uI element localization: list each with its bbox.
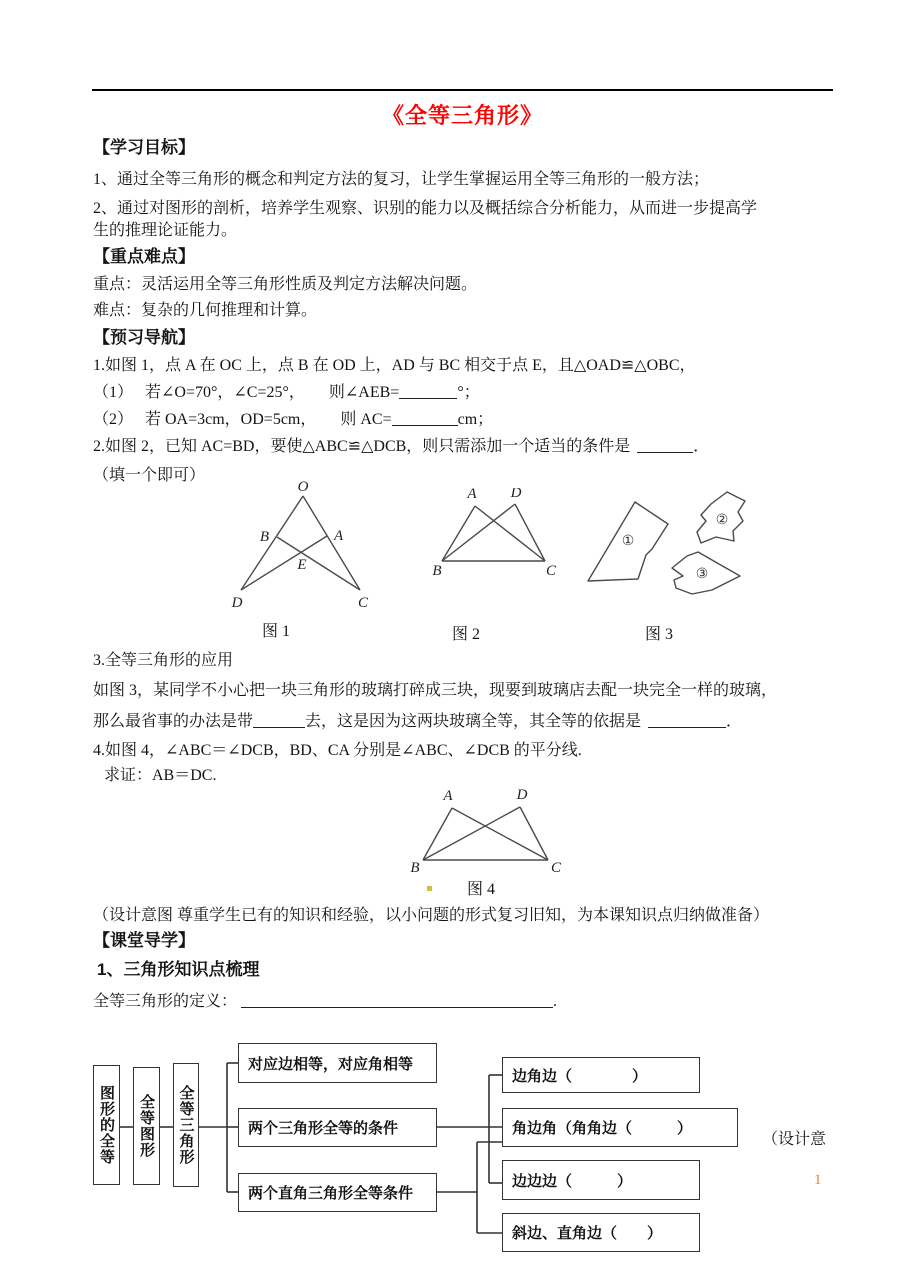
page-title: 《全等三角形》 — [381, 103, 543, 128]
key-point: 重点：灵活运用全等三角形性质及判定方法解决问题。 — [93, 276, 478, 293]
study-goal-1: 1、通过全等三角形的概念和判定方法的复习，让学生掌握运用全等三角形的一般方法； — [93, 171, 710, 188]
figure3-label-piece2: ② — [715, 513, 729, 528]
question3-line2-pre: 那么最省事的办法是带 — [93, 713, 254, 730]
figure1-label-E: E — [297, 557, 307, 573]
figure1-label-D: D — [231, 595, 243, 611]
figure1-label-C: C — [357, 595, 369, 611]
figure2-label-C: C — [545, 563, 557, 579]
flowchart-node-sss: 边边边（ ） — [502, 1160, 700, 1200]
question1-intro: 1.如图 1，点 A 在 OC 上，点 B 在 OD 上，AD 与 BC 相交于点 E，且△OAD≌△OBC， — [93, 357, 696, 374]
design-note: （设计意图 尊重学生已有的知识和经验，以小问题的形式复习旧知，为本课知识点归纳做准备） — [93, 907, 770, 924]
question4-line: 4.如图 4，∠ABC＝∠DCB，BD、CA 分别是∠ABC、∠DCB 的平分线. — [93, 742, 582, 759]
question2-pre: 2.如图 2，已知 AC=BD，要使△ABC≌△DCB，则只需添加一个适当的条件是 — [93, 438, 631, 455]
definition-post: . — [553, 993, 558, 1010]
question3-line2-post: ． — [726, 713, 743, 730]
figure4-label-C: C — [550, 860, 562, 876]
question1-sub2-pre: （2） 若 OA=3cm，OD=5cm， 则 AC= — [93, 411, 392, 428]
figure4-label-A: A — [443, 788, 453, 804]
figure2-caption: 图 2 — [452, 626, 481, 643]
question3-line2 — [93, 712, 742, 732]
answer-blank-basis — [648, 712, 726, 728]
flowchart-node-figure-congruence: 图形的全等 — [93, 1065, 120, 1185]
question1-sub1-post: °； — [457, 384, 480, 401]
knowledge-outline-header: 1、三角形知识点梳理 — [97, 960, 260, 979]
section-preview-header: 【预习导航】 — [93, 328, 195, 347]
answer-blank-aeb — [399, 383, 457, 399]
question1-sub1-pre: （1） 若∠O=70°，∠C=25°， 则∠AEB= — [93, 384, 400, 401]
question3-header: 3.全等三角形的应用 — [93, 652, 234, 669]
figure3-label-piece1: ① — [621, 534, 635, 549]
question1-sub2-post: cm； — [457, 411, 494, 428]
study-goal-2-line2: 生的推理论证能力。 — [93, 222, 238, 239]
question2-post: ． — [693, 438, 710, 455]
answer-blank-ac — [392, 410, 458, 426]
question3-line2-mid: 去，这是因为这两块玻璃全等，其全等的依据是 — [305, 713, 642, 730]
flowchart-node-congruent-triangles: 全等三角形 — [173, 1063, 199, 1187]
scan-artifact — [427, 886, 432, 891]
question2 — [93, 437, 709, 457]
figure2-label-B: B — [432, 563, 442, 579]
study-goal-2-line1: 2、通过对图形的剖析，培养学生观察、识别的能力以及概括综合分析能力，从而进一步提高学 — [93, 200, 758, 217]
figure2-label-A: A — [467, 488, 477, 502]
answer-blank-condition — [637, 437, 693, 453]
section-study-goals-header: 【学习目标】 — [93, 138, 195, 157]
difficulty-point: 难点：复杂的几何推理和计算。 — [93, 302, 318, 319]
figure4-caption: 图 4 — [467, 881, 496, 898]
figure3-caption: 图 3 — [645, 626, 674, 643]
page-number: 1 — [814, 1172, 822, 1188]
flowchart-node-asa-aas: 角边角（角角边（ ） — [502, 1108, 738, 1147]
figure2-drawing — [430, 488, 562, 580]
figure4-lines — [423, 807, 548, 860]
figure3-label-piece3: ③ — [695, 567, 709, 582]
flowchart-node-hl: 斜边、直角边（ ） — [502, 1213, 700, 1252]
figure1-label-B: B — [259, 529, 269, 545]
question3-line1: 如图 3，某同学不小心把一块三角形的玻璃打碎成三块，现要到玻璃店去配一块完全一样的玻璃， — [93, 682, 778, 699]
answer-blank-definition — [241, 992, 553, 1008]
figure1-caption: 图 1 — [262, 623, 291, 640]
section-key-points-header: 【重点难点】 — [93, 247, 195, 266]
flowchart-node-congruent-figures: 全等图形 — [133, 1067, 160, 1185]
figure1-label-O: O — [297, 481, 309, 495]
margin-note-clipped: （设计意 — [762, 1131, 827, 1148]
flowchart-node-triangle-conditions: 两个三角形全等的条件 — [238, 1108, 437, 1147]
flowchart-node-corresponding: 对应边相等，对应角相等 — [238, 1043, 437, 1083]
figure4-label-B: B — [410, 860, 420, 876]
figure1-label-A: A — [334, 528, 344, 544]
definition-pre: 全等三角形的定义： — [93, 993, 238, 1010]
figure1-drawing — [225, 481, 375, 613]
figure2-lines — [442, 504, 545, 561]
figure3-glass-pieces — [588, 492, 745, 594]
figure3-drawing — [580, 485, 758, 600]
section-classroom-header: 【课堂导学】 — [93, 931, 195, 950]
question1-sub1 — [93, 383, 480, 403]
flowchart-node-right-triangle-conditions: 两个直角三角形全等条件 — [238, 1173, 437, 1212]
figure4-label-D: D — [516, 788, 528, 803]
flowchart-node-sas: 边角边（ ） — [502, 1057, 700, 1093]
question1-sub2 — [93, 410, 493, 430]
question4-prove: 求证：AB＝DC. — [104, 767, 217, 784]
answer-blank-bring — [253, 712, 305, 728]
figure4-drawing — [400, 788, 575, 880]
header-rule — [92, 89, 833, 91]
figure2-label-D: D — [510, 488, 522, 501]
question2-note: （填一个即可） — [93, 467, 206, 484]
definition-line — [93, 992, 557, 1012]
